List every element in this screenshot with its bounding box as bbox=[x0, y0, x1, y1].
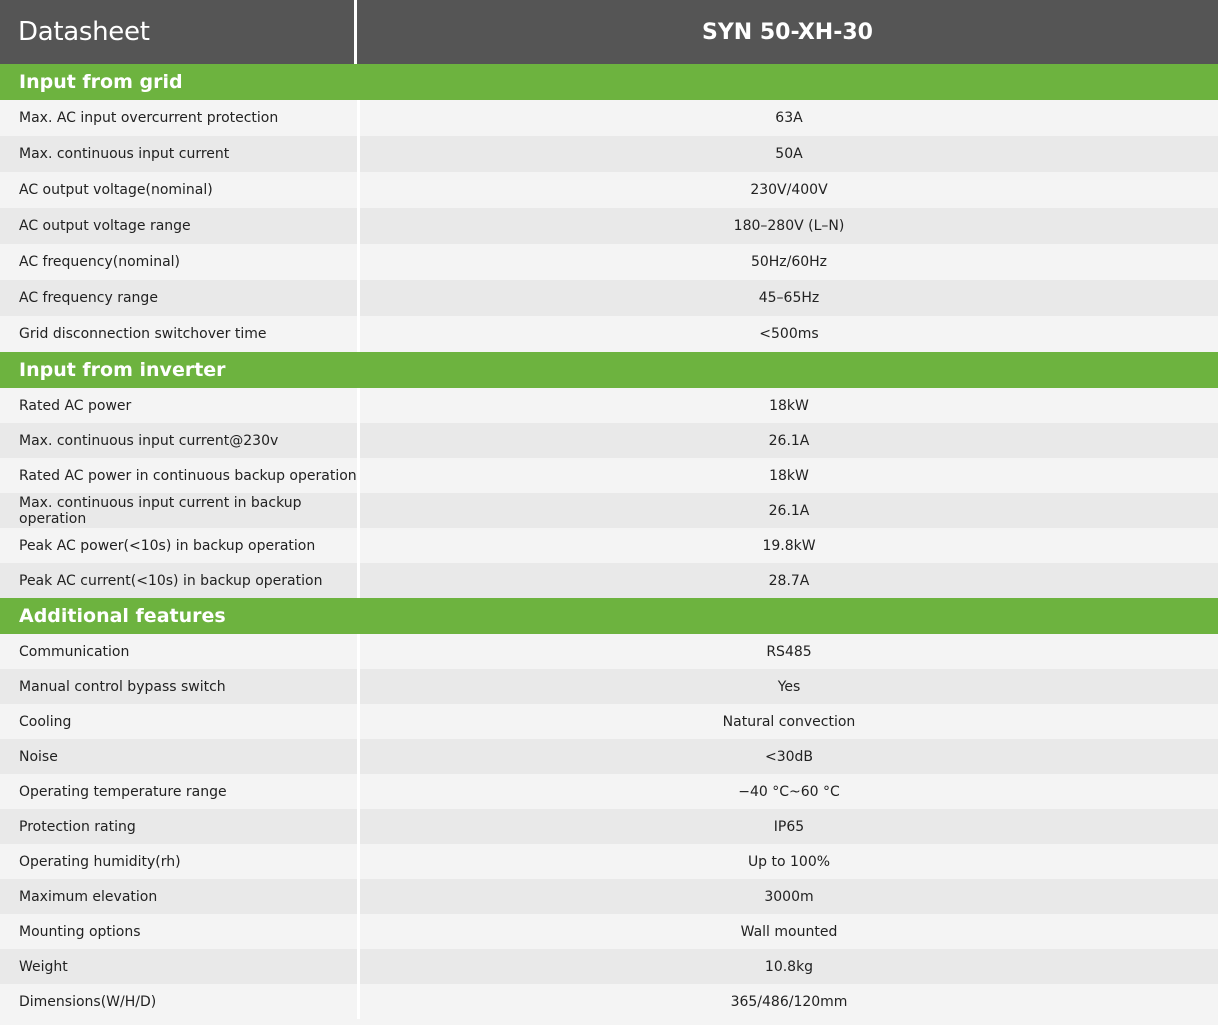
row-value: Up to 100% bbox=[747, 853, 831, 870]
row-value: Yes bbox=[777, 678, 801, 695]
row-label: Rated AC power bbox=[0, 388, 360, 423]
row-value: 45–65Hz bbox=[758, 290, 820, 306]
table-row bbox=[0, 244, 1218, 280]
row-label: Peak AC current(<10s) in backup operation bbox=[0, 563, 360, 598]
row-label: Noise bbox=[0, 739, 360, 774]
row-label: Protection rating bbox=[0, 809, 360, 844]
section-input-from-grid bbox=[0, 100, 1218, 352]
row-label: Operating humidity(rh) bbox=[0, 844, 360, 879]
row-value: 3000m bbox=[764, 888, 814, 905]
section-title-input-from-grid: Input from grid bbox=[0, 64, 1218, 100]
row-value: 230V/400V bbox=[750, 182, 828, 198]
table-row bbox=[0, 704, 1218, 739]
row-label: Manual control bypass switch bbox=[0, 669, 360, 704]
row-value: 63A bbox=[775, 110, 803, 126]
row-value: <500ms bbox=[759, 326, 819, 342]
row-value: 18kW bbox=[769, 467, 809, 484]
row-label: Peak AC power(<10s) in backup operation bbox=[0, 528, 360, 563]
row-label: Maximum elevation bbox=[0, 879, 360, 914]
table-row bbox=[0, 774, 1218, 809]
row-value: IP65 bbox=[773, 818, 805, 835]
table-row bbox=[0, 493, 1218, 528]
table-row bbox=[0, 280, 1218, 316]
table-row bbox=[0, 844, 1218, 879]
row-value: 10.8kg bbox=[764, 958, 814, 975]
row-label: Rated AC power in continuous backup operation bbox=[0, 458, 360, 493]
table-row bbox=[0, 458, 1218, 493]
row-value: Wall mounted bbox=[740, 923, 838, 940]
row-label: AC output voltage(nominal) bbox=[0, 172, 360, 208]
row-value: 180–280V (L–N) bbox=[733, 218, 845, 234]
row-value: 19.8kW bbox=[762, 537, 816, 554]
row-value: 28.7A bbox=[768, 572, 810, 589]
row-value: 26.1A bbox=[768, 502, 810, 519]
table-row bbox=[0, 388, 1218, 423]
table-row bbox=[0, 100, 1218, 136]
table-row bbox=[0, 879, 1218, 914]
row-value: −40 °C~60 °C bbox=[738, 783, 840, 800]
table-row bbox=[0, 669, 1218, 704]
row-label: AC output voltage range bbox=[0, 208, 360, 244]
row-value: 18kW bbox=[769, 397, 809, 414]
row-value: 365/486/120mm bbox=[730, 993, 848, 1010]
table-row bbox=[0, 563, 1218, 598]
row-label: Cooling bbox=[0, 704, 360, 739]
row-value: 50Hz/60Hz bbox=[750, 254, 828, 270]
row-label: AC frequency range bbox=[0, 280, 360, 316]
row-value: Natural convection bbox=[722, 713, 856, 730]
row-value: RS485 bbox=[766, 643, 812, 660]
row-label: Grid disconnection switchover time bbox=[0, 316, 360, 352]
row-value: 26.1A bbox=[768, 432, 810, 449]
table-row bbox=[0, 634, 1218, 669]
row-value: 50A bbox=[775, 146, 803, 162]
table-row bbox=[0, 172, 1218, 208]
section-input-from-inverter bbox=[0, 388, 1218, 598]
table-row bbox=[0, 528, 1218, 563]
row-label: Operating temperature range bbox=[0, 774, 360, 809]
table-row bbox=[0, 914, 1218, 949]
table-row bbox=[0, 809, 1218, 844]
row-label: AC frequency(nominal) bbox=[0, 244, 360, 280]
row-value: <30dB bbox=[764, 748, 814, 765]
row-label: Max. continuous input current in backup operation bbox=[0, 493, 360, 528]
model-name: SYN 50-XH-30 bbox=[702, 19, 873, 45]
section-additional-features bbox=[0, 634, 1218, 1019]
section-title-input-from-inverter: Input from inverter bbox=[0, 352, 1218, 388]
datasheet-title: Datasheet bbox=[0, 0, 357, 64]
table-row bbox=[0, 316, 1218, 352]
row-label: Max. continuous input current bbox=[0, 136, 360, 172]
table-row bbox=[0, 208, 1218, 244]
table-row bbox=[0, 739, 1218, 774]
row-label: Max. continuous input current@230v bbox=[0, 423, 360, 458]
row-label: Communication bbox=[0, 634, 360, 669]
row-label: Weight bbox=[0, 949, 360, 984]
row-label: Mounting options bbox=[0, 914, 360, 949]
row-label: Dimensions(W/H/D) bbox=[0, 984, 360, 1019]
table-row bbox=[0, 423, 1218, 458]
table-row bbox=[0, 949, 1218, 984]
row-label: Max. AC input overcurrent protection bbox=[0, 100, 360, 136]
table-row bbox=[0, 136, 1218, 172]
table-row bbox=[0, 984, 1218, 1019]
section-title-additional-features: Additional features bbox=[0, 598, 1218, 634]
table-header bbox=[0, 0, 1218, 64]
